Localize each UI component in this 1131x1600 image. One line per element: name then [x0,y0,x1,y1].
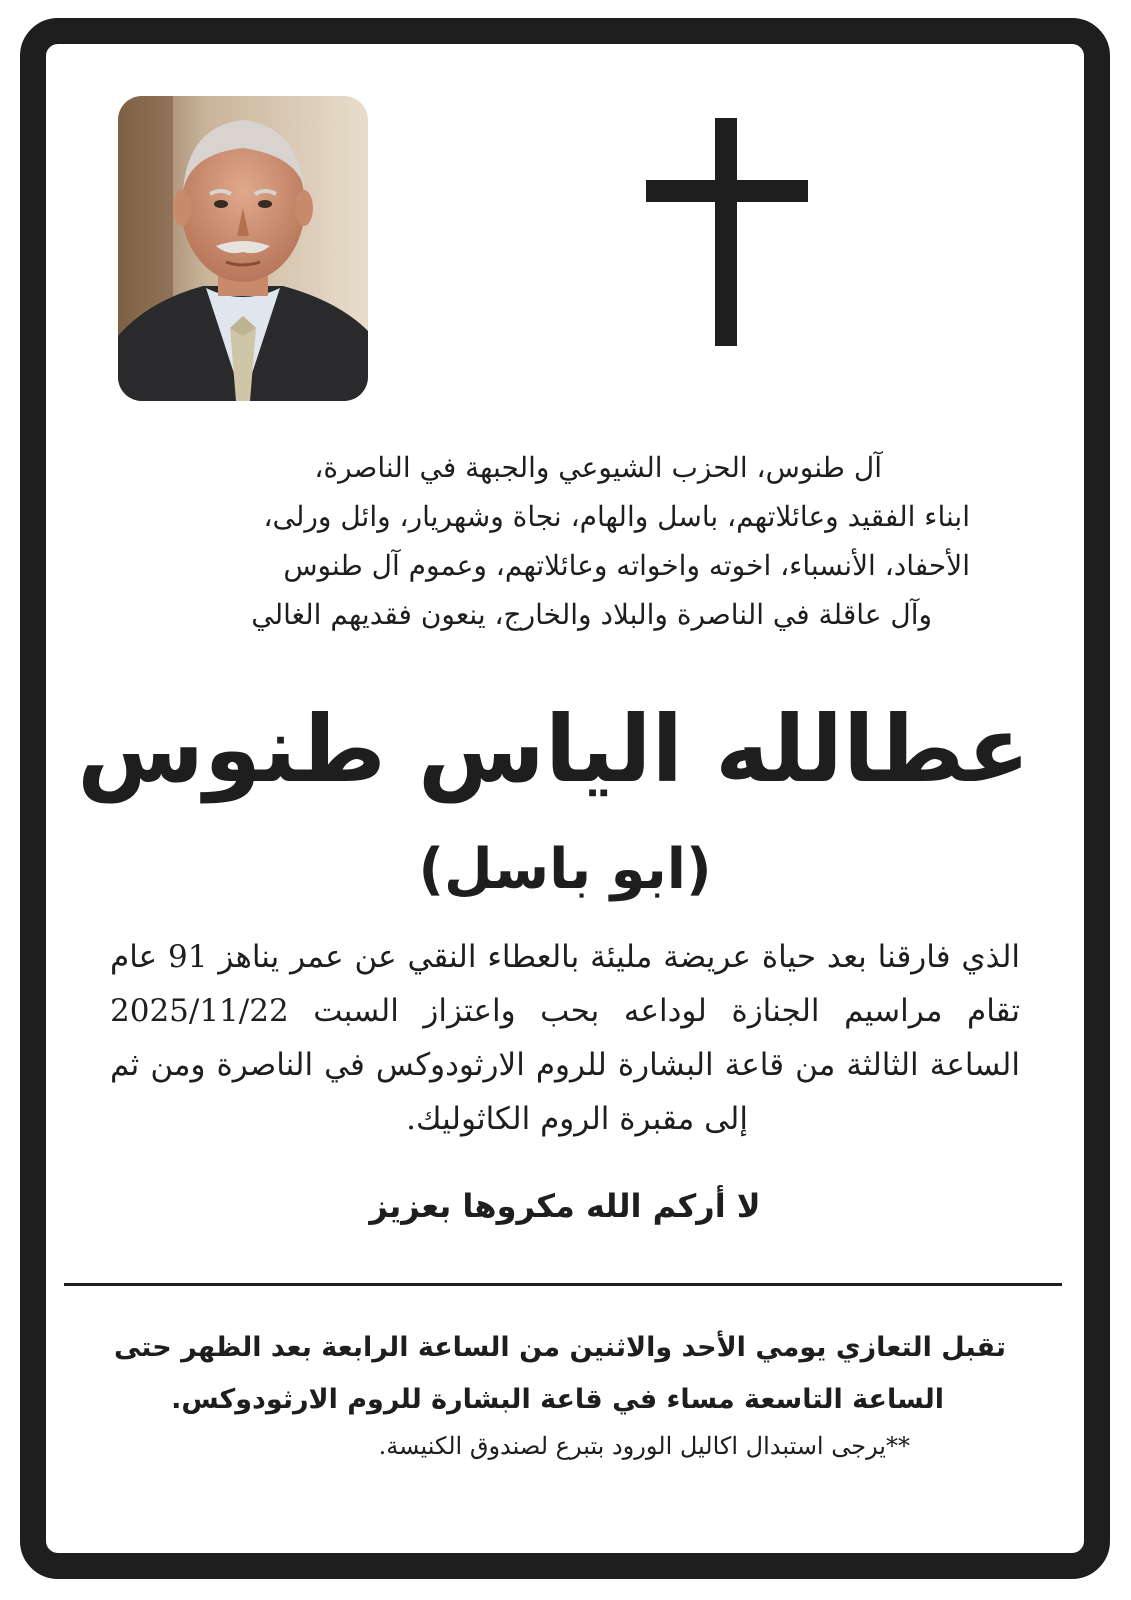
donation-note: **يرجى استبدال اكاليل الورود بتبرع لصندوق الكنيسة. [378,1432,910,1460]
families-line: وآل عاقلة في الناصرة والبلاد والخارج، ينعون فقديهم الغالي [251,598,932,631]
details-line: الذي فارقنا بعد حياة عريضة مليئة بالعطاء النقي عن عمر يناهز 91 عام [110,939,1021,975]
reception-line: تقبل التعازي يومي الأحد والاثنين من الساعة الرابعة بعد الظهر حتى [113,1332,1006,1363]
funeral-details [110,930,1020,1146]
condolence-reception [113,1322,1006,1426]
families-announcement [150,443,970,639]
details-line: الساعة الثالثة من قاعة البشارة للروم الارثودوكس في الناصرة ومن ثم [110,1047,1020,1083]
details-line: إلى مقبرة الروم الكاثوليك. [406,1101,748,1137]
section-divider [64,1283,1062,1286]
deceased-name: عطالله الياس طنوس [77,696,1030,803]
reception-line: الساعة التاسعة مساء في قاعة البشارة للروم الارثودوكس. [171,1384,944,1415]
details-line: تقام مراسيم الجنازة لوداعه بحب واعتزاز السبت 2025/11/22 [110,993,1020,1029]
portrait-photo [118,96,368,401]
deceased-nickname: (ابو باسل) [418,837,712,902]
families-line: الأحفاد، الأنسباء، اخوته واخواته وعائلاتهم، وعموم آل طنوس [283,549,970,582]
families-line: ابناء الفقيد وعائلاتهم، باسل والهام، نجاة وشهريار، وائل ورلى، [263,500,970,533]
condolence-phrase: لا أركم الله مكروها بعزيز [369,1187,761,1225]
cross-icon [646,118,808,346]
families-line: آل طنوس، الحزب الشيوعي والجبهة في الناصرة، [314,451,882,484]
